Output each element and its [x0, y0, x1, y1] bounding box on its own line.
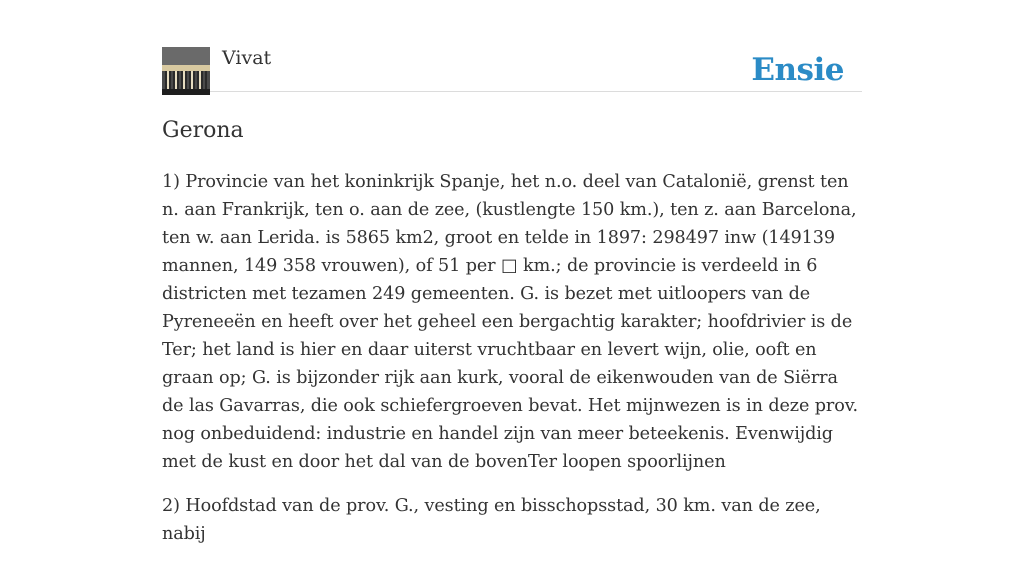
brand-logo[interactable]: Ensie: [751, 52, 844, 88]
entry-header: [162, 0, 862, 92]
avatar-image-icon: [162, 47, 210, 95]
author-name[interactable]: Vivat: [222, 47, 272, 69]
author-avatar[interactable]: [162, 47, 210, 95]
page-container: [162, 0, 862, 544]
entry-title: Gerona: [162, 118, 244, 143]
entry-paragraph-1: 1) Provincie van het koninkrijk Spanje, het n.o. deel van Catalonië, grenst ten n. aan Frankrijk, ten o. aan de zee, (kustlengte 150 km.), ten z. aan Barcelona, ten w. aan Lerida. is 5865 km2, groot en telde in 1897: 298497 inw (149139 mannen, 149 358 vrouwen), of 51 per □ km.; de provincie is verdeeld in 6 districten met tezamen 249 gemeenten. G. is bezet met uitloopers van de Pyreneeën en heeft over het geheel een bergachtig karakter; hoofdrivier is de Ter; het land is hier en daar uiterst vruchtbaar en levert wijn, olie, ooft en graan op; G. is bijzonder rijk aan kurk, vooral de eikenwouden van de Siërra de las Gavarras, die ook schiefergroeven bevat. Het mijnwezen is in deze prov. nog onbeduidend: industrie en handel zijn van meer beteekenis. Evenwijdig met de kust en door het dal van de bovenTer loopen spoorlijnen: [162, 172, 858, 472]
entry-paragraph-2: 2) Hoofdstad van de prov. G., vesting en bisschopsstad, 30 km. van de zee, nabij: [162, 496, 821, 544]
entry-body: [162, 168, 864, 564]
